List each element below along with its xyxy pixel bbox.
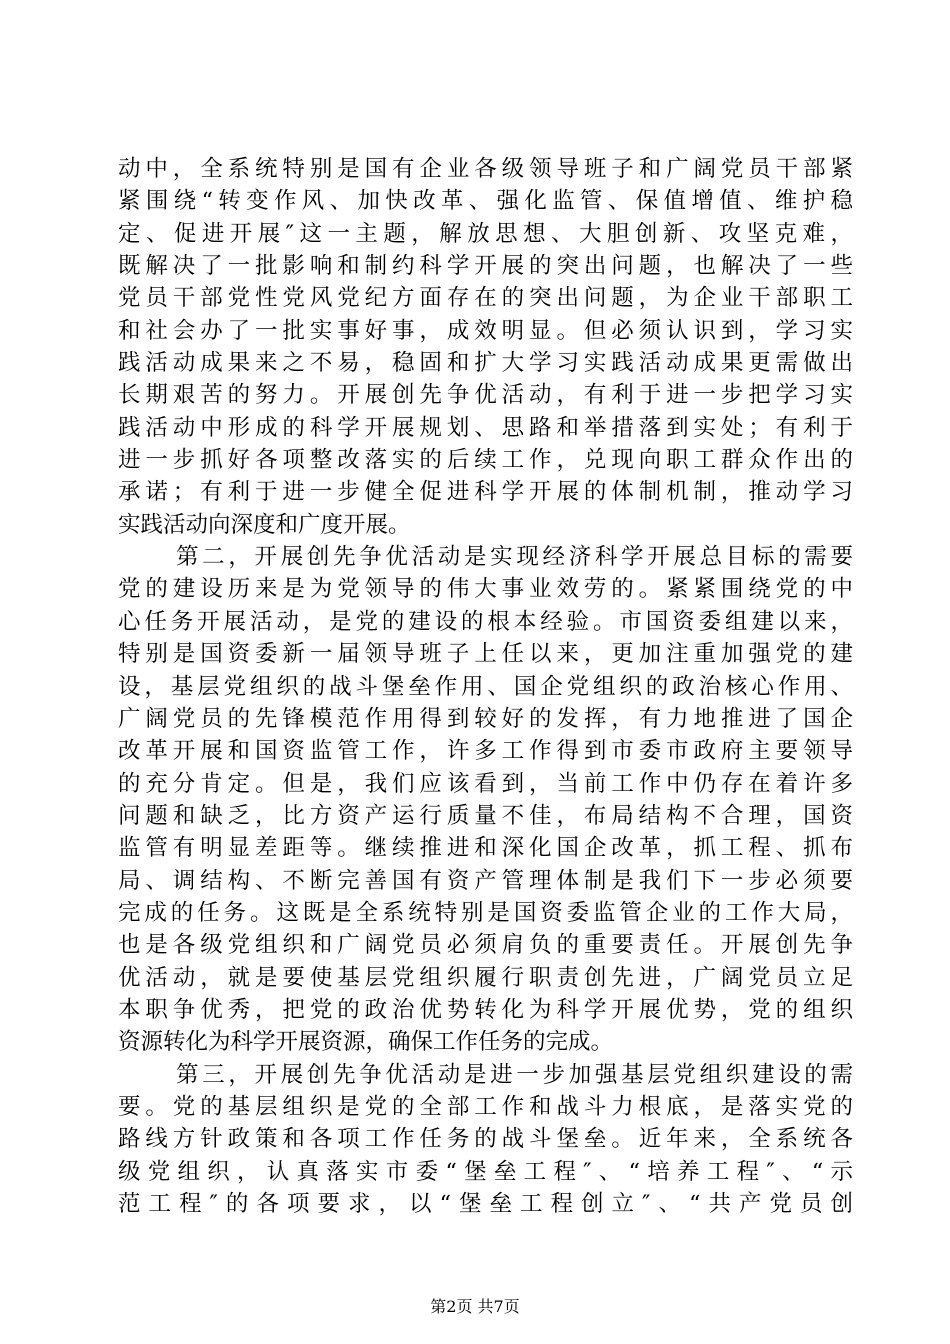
text-line: 长期艰苦的努力。开展创先争优活动，有利于进一步把学习实 (118, 382, 853, 409)
text-line: 也是各级党组织和广阔党员必须肩负的重要责任。开展创先争 (118, 932, 853, 959)
text-line: 广阔党员的先锋模范作用得到较好的发挥，有力地推进了国企 (118, 705, 853, 732)
text-line: 范工程″的各项要求，以“堡垒工程创立″、“共产党员创 (118, 1191, 853, 1217)
text-line: 既解决了一批影响和制约科学开展的突出问题，也解决了一些 (118, 253, 853, 280)
text-line: 要。党的基层组织是党的全部工作和战斗力根底，是落实党的 (118, 1093, 853, 1120)
text-line: 党的建设历来是为党领导的伟大事业效劳的。紧紧围绕党的中 (118, 576, 853, 603)
text-line: 资源转化为科学开展资源，确保工作任务的完成。 (118, 1029, 614, 1056)
text-line: 实践活动向深度和广度开展。 (118, 511, 411, 538)
text-line: 路线方针政策和各项工作任务的战斗堡垒。近年来，全系统各 (118, 1126, 853, 1153)
text-line: 设，基层党组织的战斗堡垒作用、国企党组织的政治核心作用、 (118, 673, 853, 700)
text-line: 完成的任务。这既是全系统特别是国资委监管企业的工作大局， (118, 899, 853, 926)
text-line: 监管有明显差距等。继续推进和深化国企改革，抓工程、抓布 (118, 835, 853, 862)
text-line: 践活动成果来之不易，稳固和扩大学习实践活动成果更需做出 (118, 350, 853, 377)
paragraph-start-line: 第二，开展创先争优活动是实现经济科学开展总目标的需要 (176, 544, 853, 571)
text-line: 进一步抓好各项整改落实的后续工作，兑现向职工群众作出的 (118, 447, 853, 474)
text-line: 改革开展和国资监管工作，许多工作得到市委市政府主要领导 (118, 738, 853, 765)
text-line: 心任务开展活动，是党的建设的根本经验。市国资委组建以来， (118, 608, 853, 635)
text-line: 特别是国资委新一届领导班子上任以来，更加注重加强党的建 (118, 641, 853, 668)
text-line: 和社会办了一批实事好事，成效明显。但必须认识到，学习实 (118, 317, 853, 344)
text-line: 优活动，就是要使基层党组织履行职责创先进，广阔党员立足 (118, 964, 853, 991)
text-line: 紧围绕“转变作风、加快改革、强化监管、保值增值、维护稳 (118, 188, 853, 215)
text-line: 党员干部党性党风党纪方面存在的突出问题，为企业干部职工 (118, 285, 853, 312)
text-line: 问题和缺乏，比方资产运行质量不佳，布局结构不合理，国资 (118, 802, 853, 829)
body-text (118, 153, 853, 1220)
text-line: 本职争优秀，把党的政治优势转化为科学开展优势，党的组织 (118, 996, 853, 1023)
paragraph-start-line: 第三，开展创先争优活动是进一步加强基层党组织建设的需 (176, 1061, 853, 1088)
text-line: 动中，全系统特别是国有企业各级领导班子和广阔党员干部紧 (118, 156, 853, 182)
text-line: 局、调结构、不断完善国有资产管理体制是我们下一步必须要 (118, 867, 853, 894)
text-line: 承诺；有利于进一步健全促进科学开展的体制机制，推动学习 (118, 479, 853, 506)
text-line: 级党组织，认真落实市委“堡垒工程″、“培养工程″、“示 (118, 1158, 853, 1185)
text-line: 的充分肯定。但是，我们应该看到，当前工作中仍存在着许多 (118, 770, 853, 797)
text-line: 定、促进开展″这一主题，解放思想、大胆创新、攻坚克难， (118, 220, 853, 247)
page-number-footer: 第2页 共7页 (430, 1297, 520, 1316)
text-line: 践活动中形成的科学开展规划、思路和举措落到实处；有利于 (118, 414, 853, 441)
